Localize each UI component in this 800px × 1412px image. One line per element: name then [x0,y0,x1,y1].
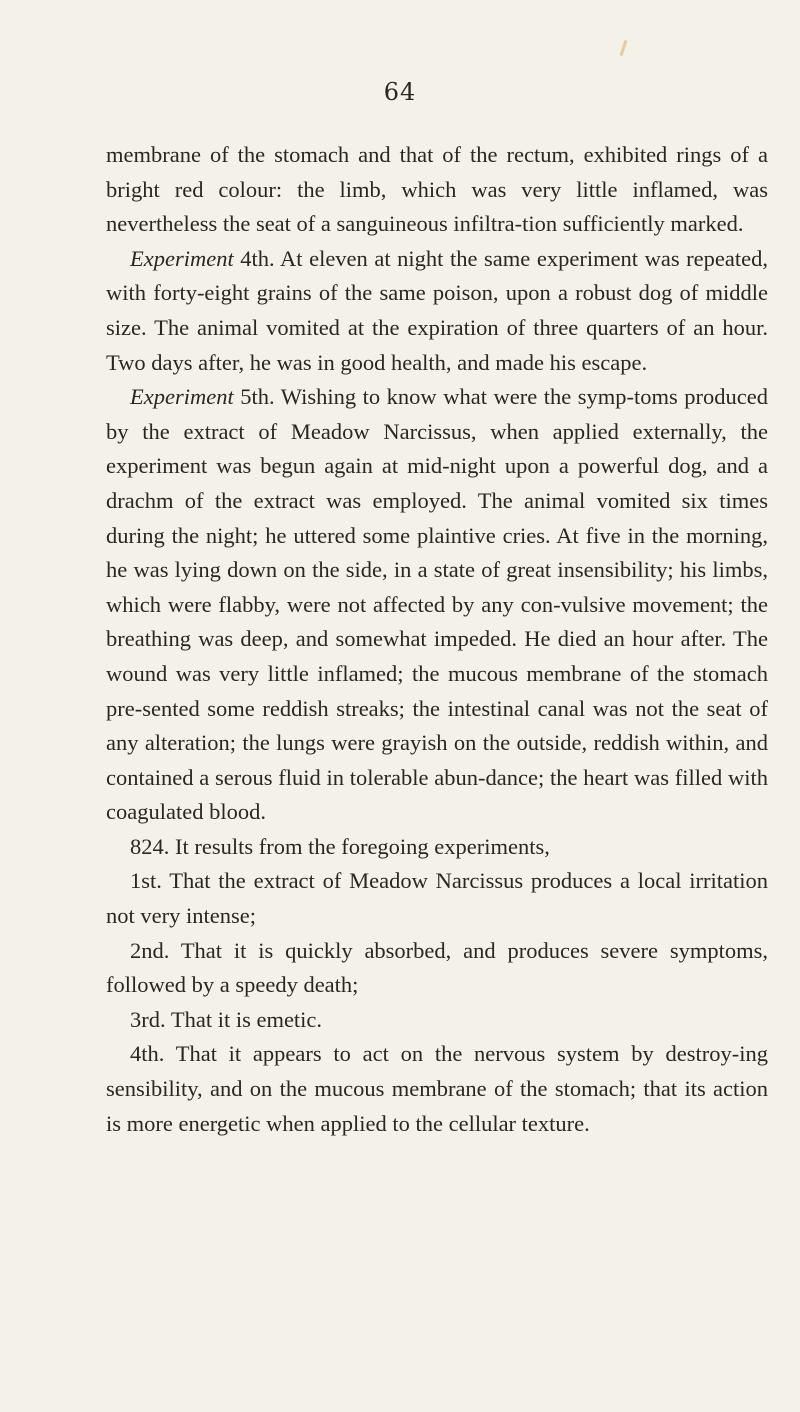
conclusion-1 [106,864,768,933]
conclusion-4 [106,1037,768,1141]
experiment-label: Experiment [130,384,234,410]
page-number: 64 [383,78,417,106]
margin-mark [620,40,628,56]
paragraph-text: At eleven at night the same experiment was repeated, with forty-eight grains of the same poison, upon a robust dog of middle size. The animal vomited at the expiration of three quarters of an hour. Two days after, he was in good health, and made his escape. [106,245,768,375]
paragraph-experiment-4 [106,242,768,380]
paragraph-824 [106,830,768,865]
paragraph-text: 4th. That it appears to act on the nervous system by destroy-ing sensibility, and on the mucous membrane of the stomach; that its action is more energetic when applied to the cellular texture. [106,1041,768,1136]
conclusion-2 [106,934,768,1003]
paragraph-text: 3rd. That it is emetic. [130,1006,323,1032]
experiment-label: Experiment [130,245,234,271]
experiment-number: 4th. [240,245,275,271]
body-text [106,138,768,1141]
conclusion-3 [106,1003,768,1038]
experiment-number: 5th. [240,384,275,410]
paragraph-text: membrane of the stomach and that of the rectum, exhibited rings of a bright red colour: the limb, which was very little inflamed, was nevertheless the seat of a sanguineous infiltra-tion sufficiently marked. [106,142,768,237]
paragraph-text: 824. It results from the foregoing experiments, [130,833,550,859]
paragraph-text: 1st. That the extract of Meadow Narcissus produces a local irritation not very intense; [106,868,768,929]
paragraph-text: Wishing to know what were the symp-toms produced by the extract of Meadow Narcissus, when applied externally, the experiment was begun again at mid-night upon a powerful dog, and a drachm of the extract was employed. The animal vomited six times during the night; he uttered some plaintive cries. At five in the morning, he was lying down on the side, in a state of great insensibility; his limbs, which were flabby, were not affected by any con-vulsive movement; the breathing was deep, and somewhat impeded. He died an hour after. The wound was very little inflamed; the mucous membrane of the stomach pre-sented some reddish streaks; the intestinal canal was not the seat of any alteration; the lungs were grayish on the outside, reddish within, and contained a serous fluid in tolerable abun-dance; the heart was filled with coagulated blood. [106,384,768,825]
paragraph-text: 2nd. That it is quickly absorbed, and produces severe symptoms, followed by a speedy death; [106,937,768,998]
paragraph-continuation [106,138,768,242]
paragraph-experiment-5 [106,380,768,830]
